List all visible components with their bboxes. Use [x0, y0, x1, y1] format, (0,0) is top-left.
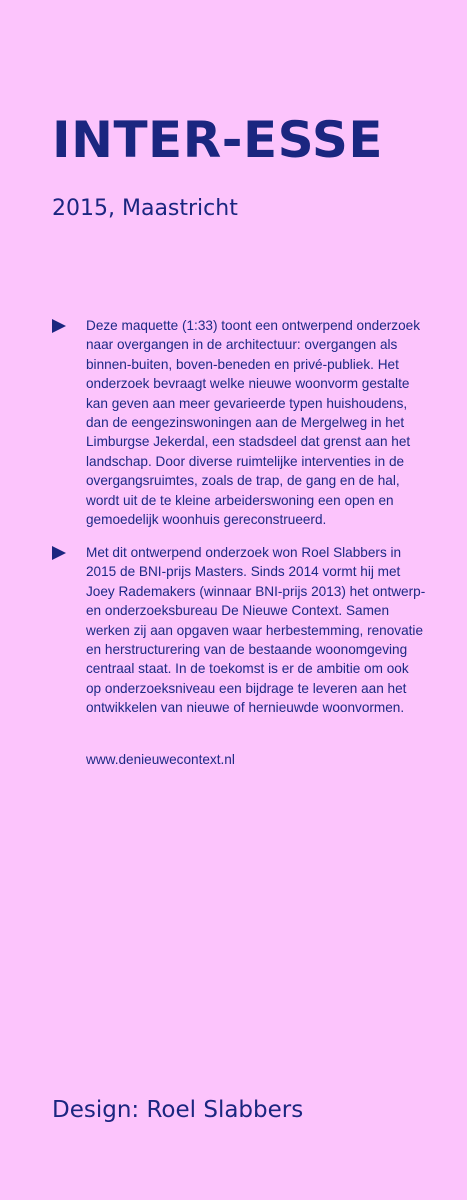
triangle-right-icon [52, 546, 66, 560]
description-paragraph-2: Met dit ontwerpend onderzoek won Roel Slabbers in 2015 de BNI-prijs Masters. Sinds 2014 vormt hij met Joey Rademakers (winnaar BNI-prijs 2013) het ontwerp- en onderzoeksbureau De Nieuwe Context. Samen werken zij aan opgaven waar herbestemming, renovatie en herstructurering van de bestaande woonomgeving centraal staat. In de toekomst is er de ambitie om ook op onderzoeksniveau een bijdrage te leveren aan het ontwikkelen van nieuwe of hernieuwde woonvormen. [86, 545, 426, 716]
design-credit: Design: Roel Slabbers [52, 1097, 304, 1123]
triangle-right-icon [52, 319, 66, 333]
website-link[interactable]: www.denieuwecontext.nl [86, 752, 235, 767]
page-title: INTER-ESSE [52, 111, 384, 169]
description-paragraph-1: Deze maquette (1:33) toont een ontwerpend onderzoek naar overgangen in de architectuur: overgangen als binnen-buiten, boven-beneden en privé-publiek. Het onderzoek bevraagt welke nieuwe woonvorm gestalte kan geven aan meer gevarieerde typen huishoudens, dan de eengezinswoningen aan de Mergelweg in het Limburgse Jekerdal, een stadsdeel dat grenst aan het landschap. Door diverse ruimtelijke interventies in de overgangsruimtes, zoals de trap, de gang en de hal, wordt uit de te kleine arbeiderswoning een open en gemoedelijk woonhuis gereconstrueerd. [86, 318, 421, 528]
page-subtitle: 2015, Maastricht [52, 196, 238, 221]
